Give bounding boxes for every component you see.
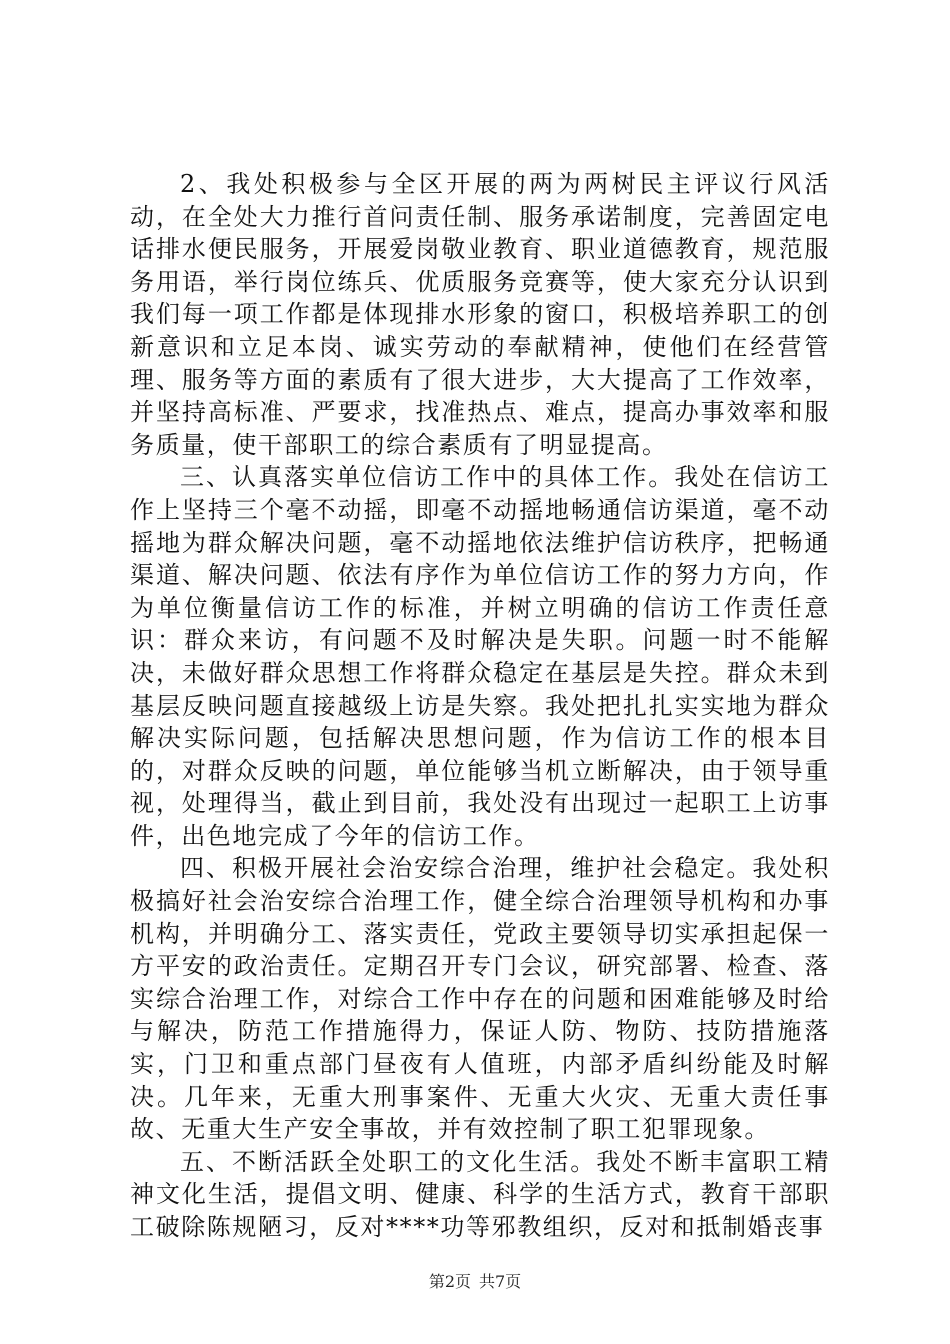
paragraph-cultural-life: 五、不断活跃全处职工的文化生活。我处不断丰富职工精神文化生活，提倡文明、健康、科学的生活方式，教育干部职工破除陈规陋习，反对****功等邪教组织，反对和抵制婚丧事: [130, 1147, 830, 1241]
page-number: 第2页: [428, 1272, 471, 1291]
paragraph-public-security: 四、积极开展社会治安综合治理，维护社会稳定。我处积极搞好社会治安综合治理工作，健全综合治理领导机构和办事机构，并明确分工、落实责任，党政主要领导切实承担起保一方平安的政治责任。定期召开专门会议，研究部署、检查、落实综合治理工作，对综合工作中存在的问题和困难能够及时给与解决，防范工作措施得力，保证人防、物防、技防措施落实，门卫和重点部门昼夜有人值班，内部矛盾纠纷能及时解决。几年来，无重大刑事案件、无重大火灾、无重大责任事故、无重大生产安全事故，并有效控制了职工犯罪现象。: [130, 854, 830, 1144]
page-total: 共7页: [479, 1272, 522, 1291]
page-footer: [0, 1272, 950, 1292]
paragraph-petition-work: 三、认真落实单位信访工作中的具体工作。我处在信访工作上坚持三个毫不动摇，即毫不动摇地畅通信访渠道，毫不动摇地为群众解决问题，毫不动摇地依法维护信访秩序，把畅通渠道、解决问题、依法有序作为单位信访工作的努力方向，作为单位衡量信访工作的标准，并树立明确的信访工作责任意识：群众来访，有问题不及时解决是失职。问题一时不能解决，未做好群众思想工作将群众稳定在基层是失控。群众未到基层反映问题直接越级上访是失察。我处把扎扎实实地为群众解决实际问题，包括解决思想问题，作为信访工作的根本目的，对群众反映的问题，单位能够当机立断解决，由于领导重视，处理得当，截止到目前，我处没有出现过一起职工上访事件，出色地完成了今年的信访工作。: [130, 463, 830, 850]
document-body: [130, 168, 830, 1244]
paragraph-service-activities: 2、我处积极参与全区开展的两为两树民主评议行风活动，在全处大力推行首问责任制、服务承诺制度，完善固定电话排水便民服务，开展爱岗敬业教育、职业道德教育，规范服务用语，举行岗位练兵、优质服务竞赛等，使大家充分认识到我们每一项工作都是体现排水形象的窗口，积极培养职工的创新意识和立足本岗、诚实劳动的奉献精神，使他们在经营管理、服务等方面的素质有了很大进步，大大提高了工作效率，并坚持高标准、严要求，找准热点、难点，提高办事效率和服务质量，使干部职工的综合素质有了明显提高。: [130, 170, 830, 459]
